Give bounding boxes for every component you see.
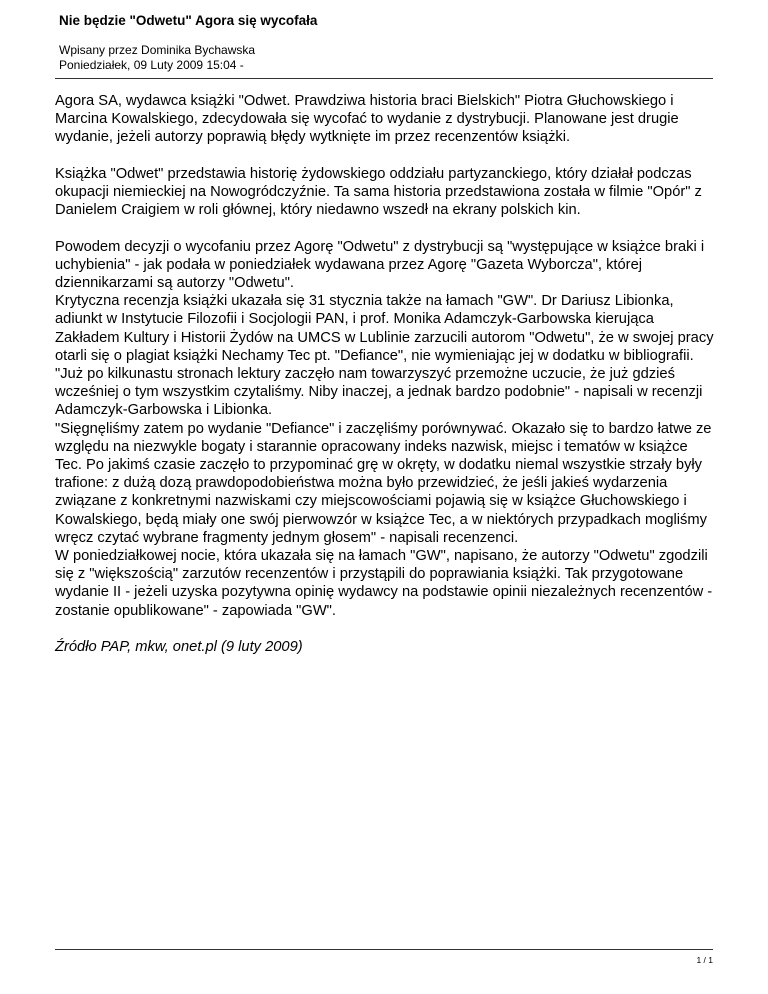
- page-number: 1 / 1: [696, 955, 713, 965]
- footer-divider: [55, 949, 713, 950]
- paragraph-1: Agora SA, wydawca książki "Odwet. Prawdziwa historia braci Bielskich" Piotra Głuchowskiego i Marcina Kowalskiego, zdecydowała się wycofać to wydanie z dystrybucji. Planowane jest drugie wydanie, jeżeli autorzy poprawią błędy wytknięte im przez recenzentów książki.: [55, 93, 679, 146]
- date-line: Poniedziałek, 09 Luty 2009 15:04 -: [59, 58, 244, 72]
- paragraph-3-line-2: Krytyczna recenzja książki ukazała się 31 stycznia także na łamach "GW". Dr Dariusz Libionka, adiunkt w Instytucie Filozofii i Socjologii PAN, i prof. Monika Adamczyk-Garbowska kierująca Zakładem Kultury i Historii Żydów na UMCS w Lublinie zarzucili autorom "Odwetu", że w swojej pracy otarli się o plagiat książki Nechamy Tec pt. "Defiance", nie wymieniając jej w dodatku w bibliografii.: [55, 293, 714, 364]
- paragraph-3-line-4: "Sięgnęliśmy zatem po wydanie "Defiance" i zaczęliśmy porównywać. Okazało się to bardzo łatwe ze względu na niezwykle bogaty i starannie opracowany indeks nazwisk, miejsc i tematów w książce Tec. Po jakimś czasie zaczęło to przypominać grę w okręty, w dodatku niemal wszystkie strzały były trafione: z dużą dozą prawdopodobieństwa można było przewidzieć, że jeśli jakieś wydarzenia związane z konkretnymi nazwiskami czy miejscowościami pojawią się w książce Głuchowskiego i Kowalskiego, będą miały one swój pierwowzór w książce Tec, a w niektórych przypadkach mogliśmy wręcz czytać wybrane fragmenty jednym głosem" - napisali recenzenci.: [55, 420, 712, 546]
- header-divider: [55, 78, 713, 79]
- paragraph-3-line-3: "Już po kilkunastu stronach lektury zaczęło nam towarzyszyć przemożne uczucie, że już gdzieś wcześniej o tym wszystkim czytaliśmy. Niby inaczej, a jednak bardzo podobnie" - napisali w recenzji Adamczyk-Garbowska i Libionka.: [55, 366, 703, 419]
- article-body: [55, 92, 717, 674]
- document-page: [55, 0, 713, 994]
- paragraph-3: [55, 238, 717, 620]
- paragraph-3-line-5: W poniedziałkowej nocie, która ukazała się na łamach "GW", napisano, że autorzy "Odwetu" zgodzili się z "większością" zarzutów recenzentów i przystąpili do poprawiania książki. Tak przygotowane wydanie II - jeżeli uzyska pozytywna opinię wydawcy na podstawie opinii niezależnych recenzentów - zostanie opublikowane" - zapowiada "GW".: [55, 548, 713, 619]
- paragraph-2: Książka "Odwet" przedstawia historię żydowskiego oddziału partyzanckiego, który działał podczas okupacji niemieckiej na Nowogródczyźnie. Ta sama historia przedstawiona została w filmie "Opór" z Danielem Craigiem w roli głównej, który niedawno wszedł na ekrany polskich kin.: [55, 165, 702, 219]
- article-title: Nie będzie "Odwetu" Agora się wycofała: [59, 13, 318, 28]
- author-line: Wpisany przez Dominika Bychawska: [59, 43, 256, 57]
- paragraph-3-line-1: Powodem decyzji o wycofaniu przez Agorę "Odwetu" z dystrybucji są "występujące w książce braki i uchybienia" - jak podała w poniedziałek wydawana przez Agorę "Gazeta Wyborcza", której dziennikarzami są autorzy "Odwetu".: [55, 238, 705, 291]
- article-source: Źródło PAP, mkw, onet.pl (9 luty 2009): [55, 639, 303, 656]
- article-meta: [59, 43, 255, 73]
